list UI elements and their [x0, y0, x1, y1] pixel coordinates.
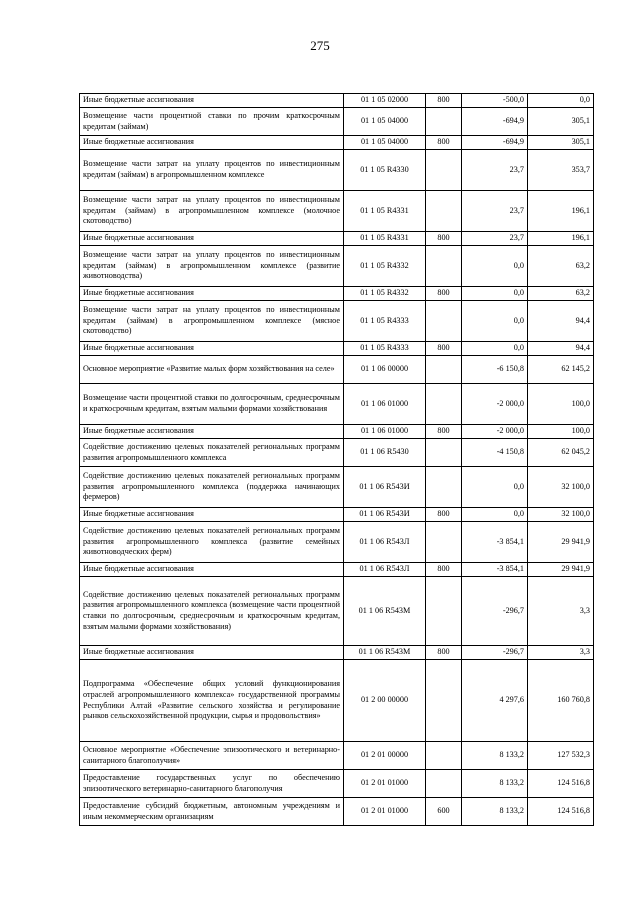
row-code-cell: 01 1 05 R4332 — [344, 287, 426, 301]
row-code-cell: 01 1 05 R4332 — [344, 246, 426, 287]
row-code-cell: 01 1 05 R4333 — [344, 342, 426, 356]
row-code-cell: 01 1 06 R543Л — [344, 522, 426, 563]
row-name-cell: Иные бюджетные ассигнования — [80, 646, 344, 660]
row-expense-type-cell — [426, 577, 462, 646]
row-code-cell: 01 1 05 R4331 — [344, 232, 426, 246]
table-row — [80, 742, 594, 770]
row-expense-type-cell: 800 — [426, 563, 462, 577]
row-change-value-cell: 0,0 — [462, 246, 528, 287]
row-total-value-cell: 127 532,3 — [528, 742, 594, 770]
row-total-value-cell: 32 100,0 — [528, 508, 594, 522]
row-expense-type-cell: 800 — [426, 287, 462, 301]
row-change-value-cell: -694,9 — [462, 136, 528, 150]
row-total-value-cell: 94,4 — [528, 301, 594, 342]
row-change-value-cell: -3 854,1 — [462, 563, 528, 577]
row-code-cell: 01 1 05 02000 — [344, 94, 426, 108]
row-name-cell: Иные бюджетные ассигнования — [80, 232, 344, 246]
row-name-cell: Основное мероприятие «Обеспечение эпизоотического и ветеринарно-санитарного благополучия» — [80, 742, 344, 770]
row-change-value-cell: 23,7 — [462, 191, 528, 232]
row-change-value-cell: 0,0 — [462, 301, 528, 342]
row-code-cell: 01 1 05 R4331 — [344, 191, 426, 232]
row-total-value-cell: 160 760,8 — [528, 660, 594, 742]
table-row — [80, 246, 594, 287]
row-expense-type-cell — [426, 522, 462, 563]
table-row — [80, 287, 594, 301]
row-expense-type-cell — [426, 660, 462, 742]
table-row — [80, 798, 594, 826]
row-code-cell: 01 1 06 R5430 — [344, 439, 426, 467]
row-expense-type-cell — [426, 191, 462, 232]
row-code-cell: 01 1 06 R543И — [344, 467, 426, 508]
row-change-value-cell: 0,0 — [462, 287, 528, 301]
row-code-cell: 01 1 05 R4330 — [344, 150, 426, 191]
row-name-cell: Иные бюджетные ассигнования — [80, 342, 344, 356]
row-total-value-cell: 305,1 — [528, 136, 594, 150]
row-expense-type-cell — [426, 301, 462, 342]
row-change-value-cell: 8 133,2 — [462, 770, 528, 798]
table-row — [80, 439, 594, 467]
table-row — [80, 660, 594, 742]
row-expense-type-cell — [426, 742, 462, 770]
row-name-cell: Содействие достижению целевых показателей региональных программ развития агропромышленного комплекса (поддержка начинающих фермеров) — [80, 467, 344, 508]
row-expense-type-cell — [426, 467, 462, 508]
table-row — [80, 770, 594, 798]
row-code-cell: 01 1 06 01000 — [344, 384, 426, 425]
row-change-value-cell: -500,0 — [462, 94, 528, 108]
row-code-cell: 01 1 06 R543М — [344, 577, 426, 646]
row-expense-type-cell — [426, 439, 462, 467]
row-name-cell: Иные бюджетные ассигнования — [80, 287, 344, 301]
row-total-value-cell: 0,0 — [528, 94, 594, 108]
row-code-cell: 01 2 01 01000 — [344, 798, 426, 826]
row-code-cell: 01 2 01 01000 — [344, 770, 426, 798]
row-change-value-cell: 8 133,2 — [462, 798, 528, 826]
row-code-cell: 01 1 06 R543И — [344, 508, 426, 522]
row-name-cell: Иные бюджетные ассигнования — [80, 508, 344, 522]
row-total-value-cell: 29 941,9 — [528, 522, 594, 563]
row-code-cell: 01 2 00 00000 — [344, 660, 426, 742]
row-code-cell: 01 1 05 04000 — [344, 108, 426, 136]
table-row — [80, 425, 594, 439]
row-name-cell: Иные бюджетные ассигнования — [80, 425, 344, 439]
row-name-cell: Иные бюджетные ассигнования — [80, 563, 344, 577]
row-change-value-cell: -2 000,0 — [462, 384, 528, 425]
row-expense-type-cell: 800 — [426, 94, 462, 108]
row-change-value-cell: -2 000,0 — [462, 425, 528, 439]
row-code-cell: 01 1 05 04000 — [344, 136, 426, 150]
row-code-cell: 01 2 01 00000 — [344, 742, 426, 770]
row-code-cell: 01 1 06 01000 — [344, 425, 426, 439]
row-code-cell: 01 1 06 R543М — [344, 646, 426, 660]
row-name-cell: Иные бюджетные ассигнования — [80, 94, 344, 108]
row-name-cell: Предоставление государственных услуг по обеспечению эпизоотического ветеринарно-санитарного благополучия — [80, 770, 344, 798]
row-total-value-cell: 63,2 — [528, 287, 594, 301]
row-change-value-cell: 23,7 — [462, 150, 528, 191]
row-total-value-cell: 3,3 — [528, 646, 594, 660]
row-total-value-cell: 124 516,8 — [528, 798, 594, 826]
row-change-value-cell: -694,9 — [462, 108, 528, 136]
row-name-cell: Возмещение части затрат на уплату процентов по инвестиционным кредитам (займам) в агропромышленном комплексе — [80, 150, 344, 191]
table-row — [80, 646, 594, 660]
row-total-value-cell: 100,0 — [528, 425, 594, 439]
table-row — [80, 191, 594, 232]
row-expense-type-cell — [426, 770, 462, 798]
row-name-cell: Содействие достижению целевых показателей региональных программ развития агропромышленного комплекса — [80, 439, 344, 467]
row-total-value-cell: 29 941,9 — [528, 563, 594, 577]
row-expense-type-cell: 600 — [426, 798, 462, 826]
row-expense-type-cell: 800 — [426, 232, 462, 246]
row-total-value-cell: 3,3 — [528, 577, 594, 646]
row-code-cell: 01 1 06 R543Л — [344, 563, 426, 577]
table-row — [80, 384, 594, 425]
row-total-value-cell: 124 516,8 — [528, 770, 594, 798]
row-code-cell: 01 1 05 R4333 — [344, 301, 426, 342]
row-code-cell: 01 1 06 00000 — [344, 356, 426, 384]
page-number: 275 — [310, 38, 330, 53]
table-row — [80, 136, 594, 150]
row-name-cell: Возмещение части затрат на уплату процентов по инвестиционным кредитам (займам) в агропромышленном комплексе (развитие животноводства) — [80, 246, 344, 287]
row-change-value-cell: -296,7 — [462, 577, 528, 646]
row-change-value-cell: 0,0 — [462, 467, 528, 508]
row-name-cell: Основное мероприятие «Развитие малых форм хозяйствования на селе» — [80, 356, 344, 384]
row-change-value-cell: -4 150,8 — [462, 439, 528, 467]
row-change-value-cell: 8 133,2 — [462, 742, 528, 770]
row-expense-type-cell — [426, 246, 462, 287]
row-expense-type-cell: 800 — [426, 646, 462, 660]
row-name-cell: Содействие достижению целевых показателей региональных программ развития агропромышленного комплекса (развитие семейных животноводческих ферм) — [80, 522, 344, 563]
row-change-value-cell: -296,7 — [462, 646, 528, 660]
row-change-value-cell: 4 297,6 — [462, 660, 528, 742]
table-row — [80, 356, 594, 384]
row-name-cell: Содействие достижению целевых показателей региональных программ развития агропромышленного комплекса (возмещение части процентной ставки по долгосрочным, среднесрочным и краткосрочным кредитам, взятым малыми формами хозяйствования) — [80, 577, 344, 646]
row-change-value-cell: 0,0 — [462, 508, 528, 522]
row-total-value-cell: 32 100,0 — [528, 467, 594, 508]
row-total-value-cell: 196,1 — [528, 191, 594, 232]
row-total-value-cell: 62 045,2 — [528, 439, 594, 467]
row-change-value-cell: -3 854,1 — [462, 522, 528, 563]
row-name-cell: Возмещение части процентной ставки по прочим краткосрочным кредитам (займам) — [80, 108, 344, 136]
row-total-value-cell: 305,1 — [528, 108, 594, 136]
table-row — [80, 342, 594, 356]
row-expense-type-cell: 800 — [426, 425, 462, 439]
row-change-value-cell: 23,7 — [462, 232, 528, 246]
row-change-value-cell: 0,0 — [462, 342, 528, 356]
row-change-value-cell: -6 150,8 — [462, 356, 528, 384]
row-total-value-cell: 353,7 — [528, 150, 594, 191]
table-row — [80, 508, 594, 522]
table-row — [80, 94, 594, 108]
row-expense-type-cell — [426, 384, 462, 425]
table-row — [80, 577, 594, 646]
table-row — [80, 522, 594, 563]
row-name-cell: Возмещение части затрат на уплату процентов по инвестиционным кредитам (займам) в агропромышленном комплексе (молочное скотоводство) — [80, 191, 344, 232]
table-row — [80, 301, 594, 342]
row-total-value-cell: 94,4 — [528, 342, 594, 356]
table-row — [80, 563, 594, 577]
table-row — [80, 150, 594, 191]
row-expense-type-cell: 800 — [426, 342, 462, 356]
row-total-value-cell: 62 145,2 — [528, 356, 594, 384]
row-total-value-cell: 63,2 — [528, 246, 594, 287]
row-expense-type-cell: 800 — [426, 136, 462, 150]
row-name-cell: Возмещение части затрат на уплату процентов по инвестиционным кредитам (займам) в агропромышленном комплексе (мясное скотоводство) — [80, 301, 344, 342]
row-name-cell: Иные бюджетные ассигнования — [80, 136, 344, 150]
row-expense-type-cell — [426, 150, 462, 191]
row-name-cell: Возмещение части процентной ставки по долгосрочным, среднесрочным и краткосрочным кредитам, взятым малыми формами хозяйствования — [80, 384, 344, 425]
table-row — [80, 467, 594, 508]
row-expense-type-cell — [426, 356, 462, 384]
row-name-cell: Подпрограмма «Обеспечение общих условий функционирования отраслей агропромышленного комплекса» государственной программы Республики Алтай «Развитие сельского хозяйства и регулирование рынков сельскохозяйственной продукции, сырья и продовольствия» — [80, 660, 344, 742]
budget-table — [79, 93, 594, 826]
table-row — [80, 232, 594, 246]
row-total-value-cell: 196,1 — [528, 232, 594, 246]
row-expense-type-cell: 800 — [426, 508, 462, 522]
row-total-value-cell: 100,0 — [528, 384, 594, 425]
table-row — [80, 108, 594, 136]
row-expense-type-cell — [426, 108, 462, 136]
row-name-cell: Предоставление субсидий бюджетным, автономным учреждениям и иным некоммерческим организациям — [80, 798, 344, 826]
